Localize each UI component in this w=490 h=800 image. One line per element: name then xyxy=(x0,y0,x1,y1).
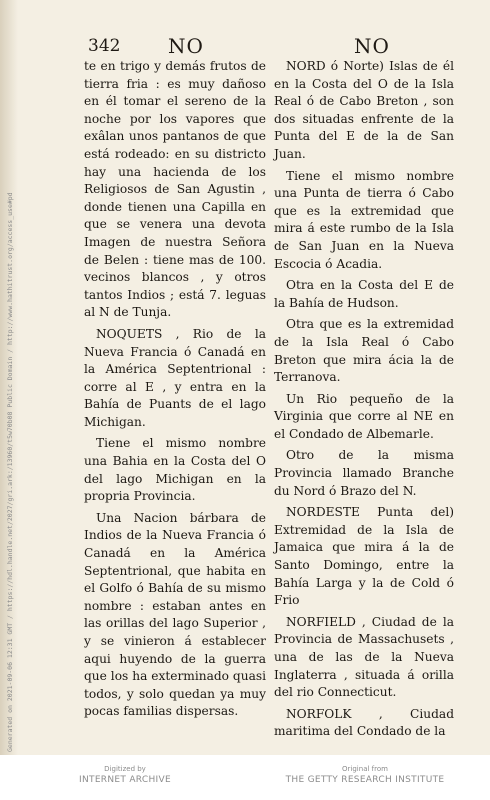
paragraph: NORDESTE Punta del) Extremidad de la Isla de Jamaica que mira á la de Santo Domingo, entre la Bahía Larga y la de Cold ó Frio xyxy=(274,505,454,608)
running-head-left: NO xyxy=(168,34,204,58)
digitizer-name: INTERNET ARCHIVE xyxy=(79,775,171,785)
paragraph: NORFOLK , Ciudad maritima del Condado de la xyxy=(274,706,454,739)
digitized-by xyxy=(70,764,180,786)
digitized-by-label: Digitized by xyxy=(104,765,146,773)
paragraph: NORD ó Norte) Islas de él en la Costa del O de la Isla Real ó de Cabo Breton , son dos situadas enfrente de la Punta del E de la de San Juan. xyxy=(274,59,454,161)
paragraph: Tiene el mismo nombre una Punta de tierra ó Cabo que es la extremidad que mira á este rumbo de la Isla de San Juan en la Nueva Escocia ó Acadia. xyxy=(274,168,454,271)
access-stamp-text: Generated on 2021-09-06 12:31 GMT / https://hdl.handle.net/2027/gri.ark:/13960/t5w70b08 Public Domain / http://www.hathitrust.org/access_use#pd xyxy=(6,192,14,752)
original-from xyxy=(250,764,480,786)
right-column xyxy=(274,58,454,745)
paragraph: te en trigo y demás frutos de tierra fria : es muy dañoso en él tomar el sereno de la noche por los vapores que exâlan unos pantanos de que está rodeado: en su districto hay una hacienda de los Religiosos de San Agustin , donde tienen una Capilla en que se venera una devota Imagen de nuestra Señora de Belen : tiene mas de 100. vecinos blancos , y otros tantos Indios ; está 7. leguas al N de Tunja. xyxy=(84,59,266,320)
paragraph: Tiene el mismo nombre una Bahia en la Costa del O del lago Michigan en la propria Provincia. xyxy=(84,436,266,504)
paragraph: Una Nacion bárbara de Indios de la Nueva Francia ó Canadá en la América Septentrional, que habita en el Golfo ó Bahía de su mismo nombre : estaban antes en las orillas del lago Superior , y se vinieron á establecer aqui huyendo de la guerra que los ha exterminado quasi todos, y solo quedan ya muy pocas familias dispersas. xyxy=(84,510,266,719)
original-from-label: Original from xyxy=(342,765,388,773)
paragraph: Otro de la misma Provincia llamado Branche du Nord ó Brazo del N. xyxy=(274,448,454,498)
access-stamp xyxy=(4,192,16,752)
source-institution: THE GETTY RESEARCH INSTITUTE xyxy=(285,775,445,785)
page-header xyxy=(88,32,450,56)
paragraph: NORFIELD , Ciudad de la Provincia de Massachusets , una de las de la Nueva Inglaterra , situada á orilla del rio Connecticut. xyxy=(274,614,454,700)
page-number: 342 xyxy=(88,36,121,56)
paragraph: Otra que es la extremidad de la Isla Real ó Cabo Breton que mira ácia la de Terranova. xyxy=(274,317,454,385)
paragraph: Un Rio pequeño de la Virginia que corre al NE en el Condado de Albemarle. xyxy=(274,391,454,441)
paragraph: NOQUETS , Rio de la Nueva Francia ó Canadá en la América Septentrional : corre al E , y entra en la Bahía de Puants de el lago Michigan. xyxy=(84,326,266,429)
digitization-footer xyxy=(0,760,490,800)
paragraph: Otra en la Costa del E de la Bahía de Hudson. xyxy=(274,278,454,310)
running-head-right: NO xyxy=(354,34,390,58)
left-column xyxy=(84,58,266,725)
